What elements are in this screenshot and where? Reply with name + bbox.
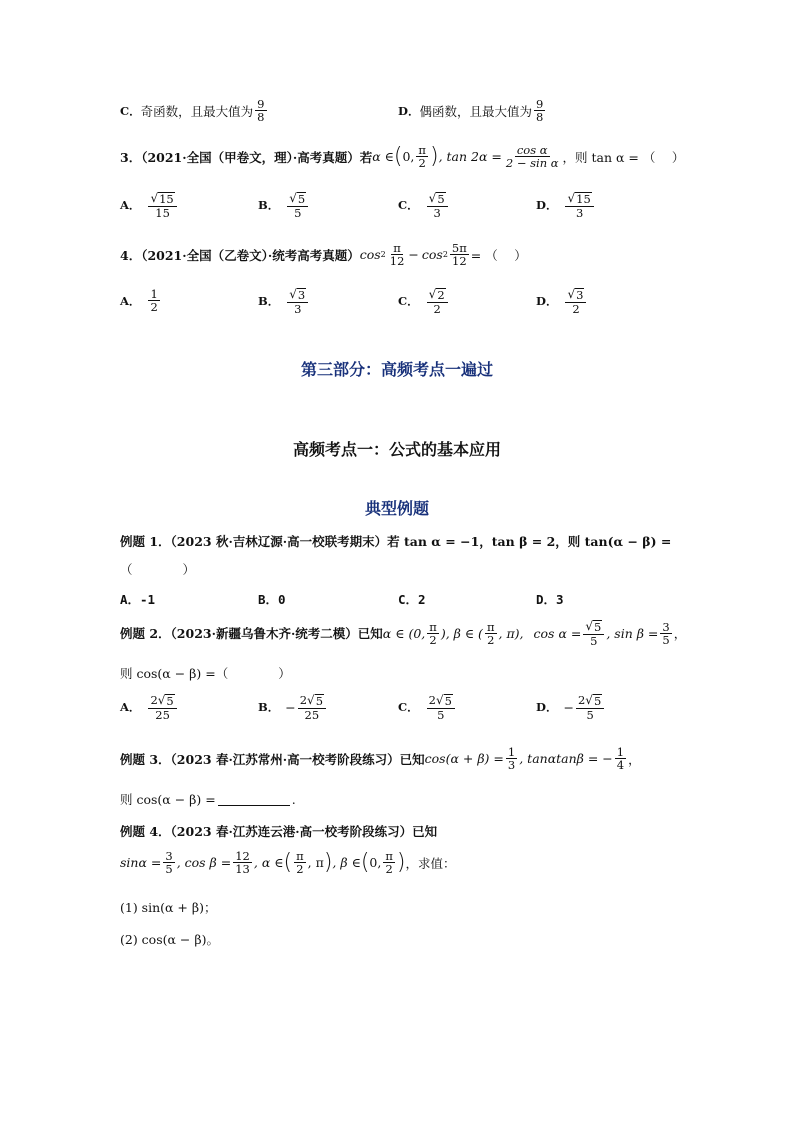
example-1 [120,532,671,550]
q2-option-d [398,98,547,123]
option-label: C． [398,700,419,715]
example-4 [120,822,437,840]
interval-left: 0, [402,149,415,165]
denominator: 8 [536,110,544,125]
option-label: D． [398,103,420,118]
ex1-option-b: B．0 [258,592,286,607]
fraction [148,192,176,219]
fraction [233,850,252,875]
option-label: C． [398,198,419,213]
fraction [660,621,671,646]
ex2-option-b [258,694,328,721]
radicand: 5 [594,620,602,634]
sqrt: √ 5 [428,191,445,206]
option-label: D． [536,294,558,309]
denominator: 2 [296,862,304,877]
fraction [287,288,308,315]
radicand: 5 [593,694,602,708]
fraction [148,288,159,313]
option-label: B． [258,198,280,213]
fraction [565,192,593,219]
numerator: π [393,241,401,255]
numerator: cos α [516,143,548,157]
sqrt: √ 2 [428,287,445,302]
sqrt: √ 15 [567,191,591,206]
period: . [291,791,296,807]
q3-option-b [258,192,310,219]
denominator: 8 [257,110,265,125]
pi-over-2 [427,621,439,646]
numerator: 1 [507,745,516,759]
coefficient: 2 [150,693,158,707]
denominator: 5 [586,707,594,722]
fraction [255,98,266,123]
numerator: 9 [536,97,544,111]
fraction [427,288,448,315]
comma: ， [673,626,687,642]
ex1-option-d: D．3 [536,592,564,607]
denominator: 2 − sin α [505,156,559,171]
sqrt: √ 5 [307,693,324,708]
cos-sum: cos(α + β) = [424,751,504,767]
denominator: 5 [165,862,173,877]
topic-1-title: 高频考点一：公式的基本应用 [292,440,501,459]
example-2-line-2: 则 cos(α − β) =（ ） [120,666,291,681]
numerator: 1 [150,287,158,301]
ask: ，求值： [405,855,456,871]
sin-beta: , sin β = [606,625,659,641]
fraction [565,288,586,315]
q3-option-a [120,192,179,219]
example-3-stem: 例题 3．（2023 春·江苏常州·高一校考阶段练习）已知 [120,751,425,767]
denominator: 2 [418,156,426,171]
example-4-sub-2: (2) cos(α − β)。 [120,932,219,947]
fraction [583,620,604,647]
fraction [534,98,545,123]
cos: cos [421,247,443,263]
sin-alpha: sinα = [120,855,162,871]
denominator: 3 [433,205,441,220]
pi-over-2 [416,144,428,169]
option-label: D． [536,198,558,213]
superscript: 2 [380,250,386,260]
fraction [506,746,517,771]
option-text: 偶函数，且最大值为 [419,103,532,119]
radicand: 2 [437,288,445,302]
denominator: 2 [385,862,393,877]
q4-option-c [398,288,450,315]
tan2a: , tan 2α = [438,149,502,165]
alpha-in: α ∈ [372,149,394,165]
radicand: 5 [315,694,324,708]
radicand: 15 [576,192,591,206]
ex1-option-a: A．-1 [120,592,156,607]
denominator: 13 [235,862,250,877]
question-4-suffix: = （ ） [470,247,527,263]
numerator: π [296,849,304,863]
radicand: 5 [437,192,445,206]
denominator: 25 [155,707,170,722]
coefficient: 2 [428,693,436,707]
cos-alpha: cos α = [533,625,582,641]
alpha-interval: α ∈ (0, [382,625,426,641]
numerator: 1 [616,745,625,759]
ex2-option-d [536,694,606,721]
numerator: π [385,849,393,863]
coefficient: 2 [299,693,308,707]
example-4-sub-1: (1) sin(α + β)； [120,900,217,915]
zero: 0, [369,855,382,871]
radicand: 5 [297,192,306,206]
beta-interval: ), β ∈ ( [440,625,483,641]
right-paren: ) [396,849,406,875]
fraction [427,192,448,219]
option-label: A． [120,700,141,715]
left-paren: ( [360,849,370,875]
ex2-option-c [398,694,457,721]
pi-over-2 [485,621,497,646]
question-3-suffix: ，则 tan α = （ ） [562,149,685,165]
question-4 [120,242,527,267]
numerator: 3 [165,849,173,863]
fraction [576,694,604,721]
question-3 [120,144,684,169]
denominator: 12 [389,254,405,269]
numerator: π [486,619,495,634]
question-4-prefix: 4．（2021·全国（乙卷文）·统考高考真题） [120,247,360,263]
sqrt: √ 5 [585,693,602,708]
fraction [615,746,626,771]
alpha-in: , α ∈ [253,855,284,871]
denominator: 2 [572,301,580,316]
tan-product: , tanαtanβ = − [519,751,613,767]
example-2-stem: 例题 2．（2023·新疆乌鲁木齐·统考二模）已知 [120,626,383,642]
cos-beta: , cos β = [176,855,232,871]
example-1-paren: （ ） [120,562,196,577]
example-4-conditions [120,850,456,875]
radicand: 3 [297,288,306,302]
q4-option-d [536,288,588,315]
minus: − [408,247,419,263]
coefficient: 2 [577,693,586,707]
example-3 [120,746,641,771]
denominator: 25 [304,707,320,722]
pi-over-12 [388,242,407,267]
example-2 [120,620,686,647]
example-4-stem: 例题 4．（2023 春·江苏连云港·高一校考阶段练习）已知 [120,824,438,839]
fraction [163,850,174,875]
typical-examples-title: 典型例题 [364,499,429,518]
option-label: B． [258,294,280,309]
denominator: 3 [575,205,584,220]
radicand: 15 [159,192,174,206]
denominator: 5 [437,707,445,722]
pi-tail: , π [307,855,324,871]
fraction [287,192,308,219]
ex1-option-c: C．2 [398,592,426,607]
option-label: A． [120,198,141,213]
option-label: C． [398,294,419,309]
denominator: 3 [294,301,302,316]
sqrt: √ 5 [585,619,602,634]
denominator: 5 [662,632,670,647]
sqrt: √ 5 [157,693,174,708]
option-label: C． [120,103,141,118]
fraction [298,694,326,721]
radicand: 5 [166,694,174,708]
left-paren: ( [393,143,403,169]
denominator: 2 [433,301,441,316]
denominator: 5 [590,633,598,648]
sqrt: √ 3 [289,287,306,302]
radicand: 5 [444,694,452,708]
pi-close: , π), [498,625,524,641]
numerator: 3 [662,619,670,634]
numerator: π [418,143,426,157]
denominator: 3 [507,758,516,773]
q3-option-c [398,192,450,219]
option-label: D． [536,700,558,715]
answer-prompt: 则 cos(α − β) = [120,792,216,807]
q4-option-b [258,288,310,315]
fraction [148,694,176,721]
example-1-stem: 例题 1．（2023 秋·吉林辽源·高一校联考期末）若 tan α = −1，tan β = 2，则 tan(α − β) = [120,534,672,549]
sqrt: √ 5 [289,191,306,206]
numerator: 9 [257,97,265,111]
q2-option-c [120,98,269,123]
example-3-line-2 [120,790,296,808]
pi-over-2 [383,850,395,875]
sign: − [285,699,296,715]
q3-option-d [536,192,596,219]
part-3-title: 第三部分：高频考点一遍过 [300,360,493,379]
left-paren: ( [283,849,293,875]
right-paren: ) [429,143,439,169]
sign: − [563,699,574,715]
numerator: 12 [235,849,250,863]
denominator: 4 [616,758,625,773]
denominator: 15 [155,205,170,220]
tan-fraction [504,144,561,169]
numerator: 5π [451,241,467,255]
answer-blank[interactable] [218,793,290,806]
denominator: 12 [452,254,467,269]
numerator: π [429,619,437,634]
denominator: 2 [150,300,158,315]
comma: ， [628,751,641,767]
right-paren: ) [323,849,333,875]
ex2-option-a [120,694,179,721]
cos: cos [359,247,381,263]
fivepi-over-12 [450,242,469,267]
sqrt: √ 3 [567,287,584,302]
denominator: 2 [487,632,495,647]
fraction [427,694,455,721]
option-label: B． [258,700,280,715]
radicand: 3 [576,288,584,302]
sqrt: √ 5 [435,693,452,708]
denominator: 2 [429,632,437,647]
option-text: 奇函数，且最大值为 [140,103,254,119]
pi-over-2 [294,850,306,875]
denominator: 5 [294,205,302,220]
beta-in: , β ∈ [332,855,361,871]
superscript: 2 [442,250,448,260]
q4-option-a [120,288,162,313]
option-label: A． [120,293,141,308]
sqrt: √ 15 [150,191,174,206]
question-3-prefix: 3．（2021·全国（甲卷文，理）·高考真题）若 [120,149,373,165]
